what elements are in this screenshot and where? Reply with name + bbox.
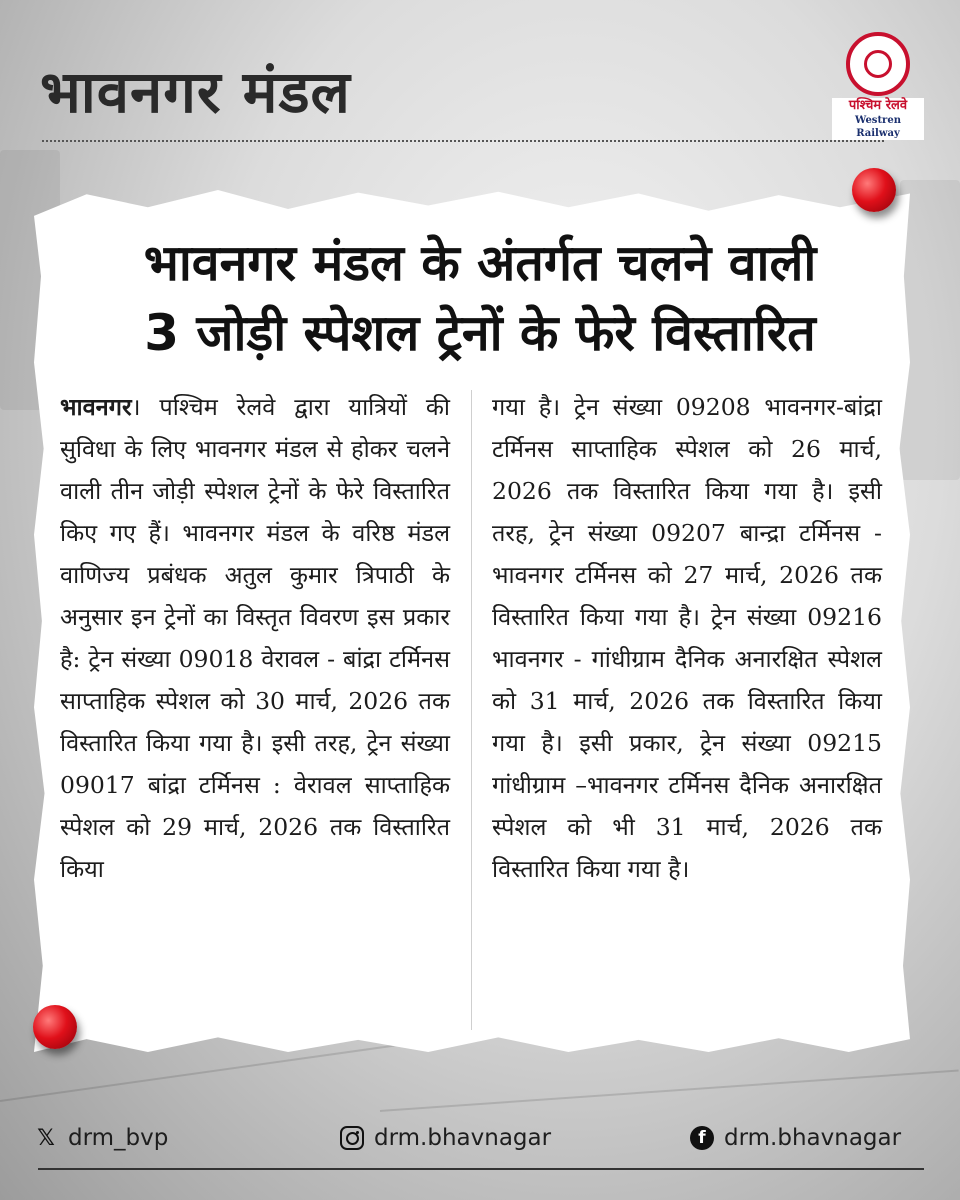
red-pushpin-icon bbox=[33, 1005, 77, 1049]
facebook-handle: drm.bhavnagar bbox=[724, 1125, 902, 1151]
western-railway-logo bbox=[832, 32, 924, 139]
article-headline bbox=[40, 228, 920, 368]
article-column-left bbox=[60, 386, 450, 890]
twitter-handle: drm_bvp bbox=[68, 1125, 169, 1151]
article-body-right: गया है। ट्रेन संख्या 09208 भावनगर-बांद्रा टर्मिनस साप्ताहिक स्पेशल को 26 मार्च, 2026 तक विस्तारित किया गया है। इसी तरह, ट्रेन संख्या 09207 बान्द्रा टर्मिनस - भावनगर टर्मिनस को 27 मार्च, 2026 तक विस्तारित किया गया है। ट्रेन संख्या 09216 भावनगर - गांधीग्राम दैनिक अनारक्षित स्पेशल को 31 मार्च, 2026 तक विस्तारित किया गया है। इसी प्रकार, ट्रेन संख्या 09215 गांधीग्राम –भावनगर टर्मिनस दैनिक अनारक्षित स्पेशल को भी 31 मार्च, 2026 तक विस्तारित किया गया है। bbox=[492, 393, 882, 883]
article-column-right bbox=[492, 386, 882, 890]
facebook-link[interactable] bbox=[690, 1122, 901, 1154]
indian-railways-emblem-icon bbox=[846, 32, 910, 96]
article-body-left: । पश्चिम रेलवे द्वारा यात्रियों की सुविधा के लिए भावनगर मंडल से होकर चलने वाली तीन जोड़ी स्पेशल ट्रेनों के फेरे विस्तारित किए गए हैं। भावनगर मंडल के वरिष्ठ मंडल वाणिज्य प्रबंधक अतुल कुमार त्रिपाठी के अनुसार इन ट्रेनों का विस्तृत विवरण इस प्रकार है: ट्रेन संख्या 09018 वेरावल - बांद्रा टर्मिनस साप्ताहिक स्पेशल को 30 मार्च, 2026 तक विस्तारित किया गया है। इसी तरह, ट्रेन संख्या 09017 बांद्रा टर्मिनस : वेरावल साप्ताहिक स्पेशल को 29 मार्च, 2026 तक विस्तारित किया bbox=[60, 393, 450, 883]
logo-subtitle: Westren Railway bbox=[832, 114, 924, 140]
column-divider bbox=[471, 390, 472, 1030]
footer-divider bbox=[38, 1168, 924, 1170]
red-pushpin-icon bbox=[852, 168, 896, 212]
background-rail-line bbox=[380, 1070, 959, 1112]
logo-name: पश्चिम रेलवे bbox=[832, 98, 924, 114]
instagram-handle: drm.bhavnagar bbox=[374, 1125, 552, 1151]
instagram-icon bbox=[340, 1126, 364, 1150]
facebook-icon: f bbox=[690, 1126, 714, 1150]
instagram-link[interactable] bbox=[340, 1122, 551, 1154]
headline-line-2: 3 जोड़ी स्पेशल ट्रेनों के फेरे विस्तारित bbox=[144, 304, 816, 362]
page-title: भावनगर मंडल bbox=[40, 58, 351, 126]
x-logo-icon: 𝕏 bbox=[37, 1125, 55, 1151]
headline-line-1: भावनगर मंडल के अंतर्गत चलने वाली bbox=[143, 234, 817, 292]
header-divider bbox=[42, 140, 884, 142]
twitter-link[interactable] bbox=[34, 1122, 168, 1154]
article-dateline: भावनगर bbox=[60, 393, 132, 421]
